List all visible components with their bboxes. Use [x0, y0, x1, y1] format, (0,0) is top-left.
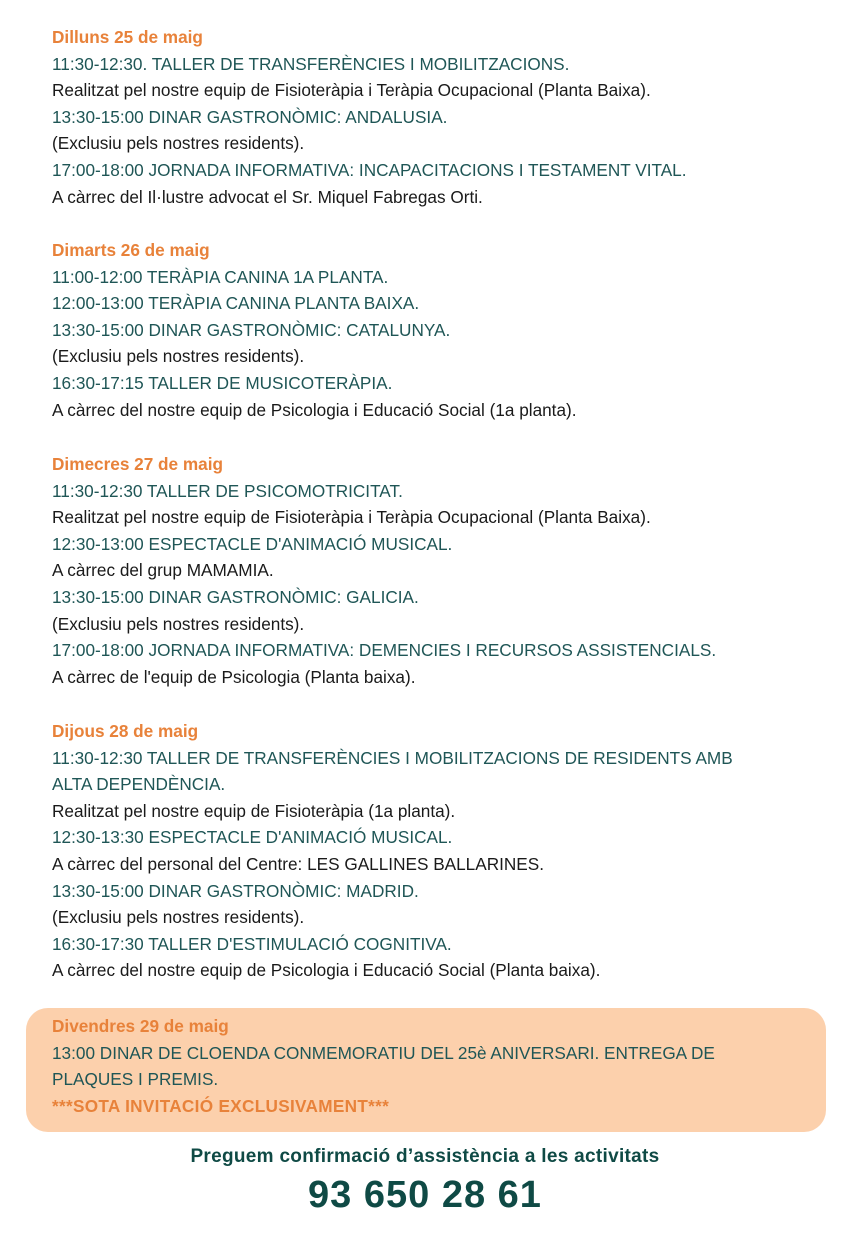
- activity-line: 12:30-13:00 ESPECTACLE D'ANIMACIÓ MUSICAL.: [52, 533, 453, 554]
- day-title: Dilluns 25 de maig: [52, 27, 203, 47]
- activity-line: 17:00-18:00 JORNADA INFORMATIVA: INCAPACITACIONS I TESTAMENT VITAL.: [52, 159, 687, 180]
- activity-line: 17:00-18:00 JORNADA INFORMATIVA: DEMENCIES I RECURSOS ASSISTENCIALS.: [52, 640, 717, 661]
- day-block-thursday: [52, 718, 812, 984]
- activity-line: 16:30-17:15 TALLER DE MUSICOTERÀPIA.: [52, 372, 393, 393]
- day-block-friday: [52, 1013, 812, 1119]
- detail-line: A càrrec del personal del Centre: LES GALLINES BALLARINES.: [52, 853, 544, 874]
- activity-line: 16:30-17:30 TALLER D'ESTIMULACIÓ COGNITIVA.: [52, 933, 452, 954]
- detail-line: Realitzat pel nostre equip de Fisioteràpia i Teràpia Ocupacional (Planta Baixa).: [52, 507, 651, 528]
- activity-line: 12:00-13:00 TERÀPIA CANINA PLANTA BAIXA.: [52, 293, 420, 314]
- activity-line: 13:00 DINAR DE CLOENDA CONMEMORATIU DEL 25è ANIVERSARI. ENTREGA DE: [52, 1042, 715, 1063]
- activity-line: 13:30-15:00 DINAR GASTRONÒMIC: CATALUNYA.: [52, 319, 451, 340]
- detail-line: A càrrec de l'equip de Psicologia (Planta baixa).: [52, 666, 416, 687]
- day-title: Dijous 28 de maig: [52, 721, 199, 741]
- day-title: Dimecres 27 de maig: [52, 454, 224, 474]
- activity-line: 11:30-12:30 TALLER DE TRANSFERÈNCIES I MOBILITZACIONS DE RESIDENTS AMB: [52, 747, 733, 768]
- detail-line: (Exclusiu pels nostres residents).: [52, 346, 305, 367]
- activity-line: 13:30-15:00 DINAR GASTRONÒMIC: GALICIA.: [52, 586, 419, 607]
- activity-line: ALTA DEPENDÈNCIA.: [52, 774, 226, 795]
- activity-line: 12:30-13:30 ESPECTACLE D'ANIMACIÓ MUSICAL.: [52, 827, 453, 848]
- detail-line: (Exclusiu pels nostres residents).: [52, 613, 305, 634]
- detail-line: A càrrec del Il·lustre advocat el Sr. Miquel Fabregas Orti.: [52, 186, 483, 207]
- day-block-wednesday: [52, 451, 812, 690]
- detail-line: (Exclusiu pels nostres residents).: [52, 133, 305, 154]
- activity-line: 11:30-12:30. TALLER DE TRANSFERÈNCIES I MOBILITZACIONS.: [52, 53, 570, 74]
- activity-line: 13:30-15:00 DINAR GASTRONÒMIC: ANDALUSIA.: [52, 106, 448, 127]
- activity-line: PLAQUES I PREMIS.: [52, 1069, 219, 1090]
- detail-line: A càrrec del grup MAMAMIA.: [52, 560, 274, 581]
- detail-line: Realitzat pel nostre equip de Fisioteràpia i Teràpia Ocupacional (Planta Baixa).: [52, 80, 651, 101]
- detail-line: A càrrec del nostre equip de Psicologia i Educació Social (1a planta).: [52, 399, 577, 420]
- activity-line: 11:30-12:30 TALLER DE PSICOMOTRICITAT.: [52, 480, 403, 501]
- invitation-note: ***SOTA INVITACIÓ EXCLUSIVAMENT***: [52, 1095, 390, 1116]
- day-block-tuesday: [52, 237, 812, 423]
- activity-line: 13:30-15:00 DINAR GASTRONÒMIC: MADRID.: [52, 880, 419, 901]
- day-title: Dimarts 26 de maig: [52, 240, 210, 260]
- detail-line: A càrrec del nostre equip de Psicologia i Educació Social (Planta baixa).: [52, 960, 601, 981]
- detail-line: (Exclusiu pels nostres residents).: [52, 907, 305, 928]
- day-block-monday: [52, 24, 812, 210]
- confirmation-note: Preguem confirmació d’assistència a les activitats: [190, 1146, 660, 1167]
- detail-line: Realitzat pel nostre equip de Fisioteràpia (1a planta).: [52, 800, 456, 821]
- activity-line: 11:00-12:00 TERÀPIA CANINA 1A PLANTA.: [52, 266, 389, 287]
- phone-number: 93 650 28 61: [308, 1174, 542, 1216]
- day-title: Divendres 29 de maig: [52, 1016, 229, 1036]
